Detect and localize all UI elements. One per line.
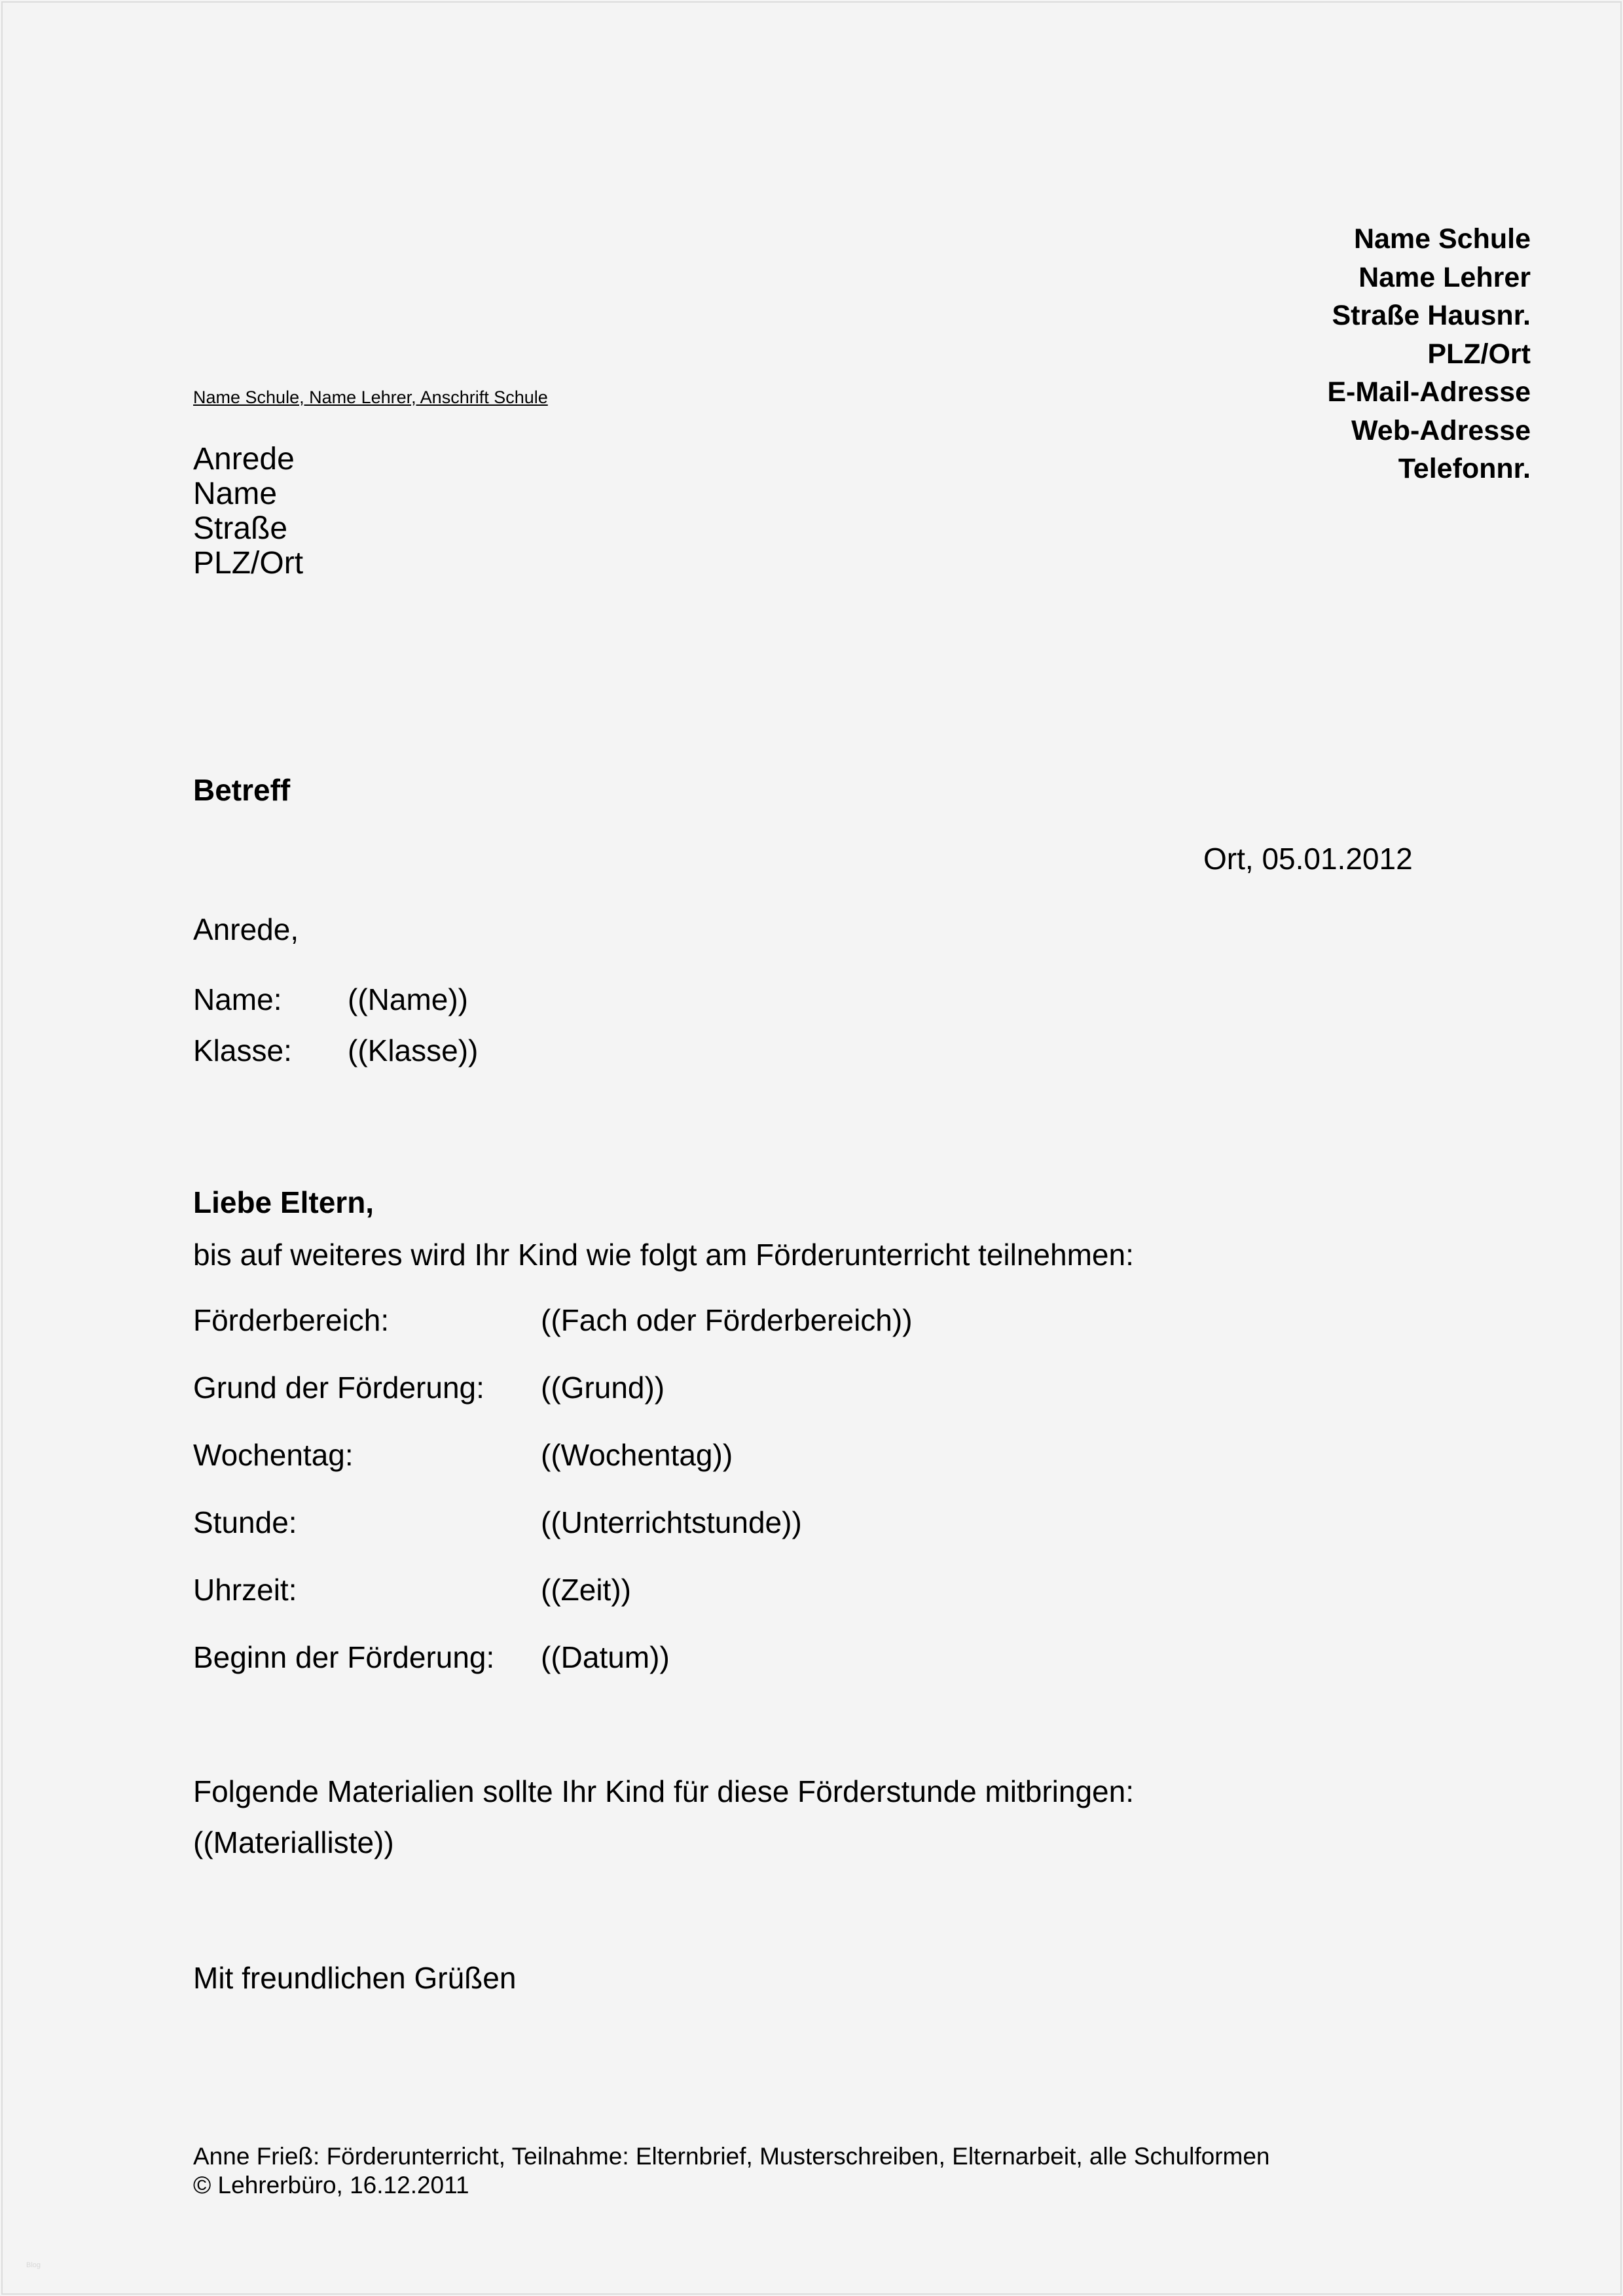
intro-text: bis auf weiteres wird Ihr Kind wie folgt am Förderunterricht teilnehmen: xyxy=(193,1238,1134,1272)
recipient-street: Straße xyxy=(193,511,288,546)
sender-street: Straße Hausnr. xyxy=(1332,300,1531,331)
sender-address-block xyxy=(1327,220,1531,488)
subject-line: Betreff xyxy=(193,773,291,807)
recipient-salutation: Anrede xyxy=(193,442,295,476)
detail-value: ((Datum)) xyxy=(541,1640,670,1674)
detail-value: ((Grund)) xyxy=(541,1371,665,1405)
footer-credits xyxy=(193,2142,1270,2200)
detail-row-reason xyxy=(193,1370,665,1405)
closing-formula: Mit freundlichen Grüßen xyxy=(193,1961,517,1995)
detail-label: Grund der Förderung: xyxy=(193,1371,484,1405)
return-address-line: Name Schule, Name Lehrer, Anschrift Schule xyxy=(193,387,548,407)
student-class-value: ((Klasse)) xyxy=(348,1033,479,1067)
corner-watermark: Blog xyxy=(26,2261,41,2269)
detail-row-start-date xyxy=(193,1640,670,1675)
student-name-label: Name: xyxy=(193,982,282,1016)
footer-source-line: Anne Frieß: Förderunterricht, Teilnahme: Elternbrief, Musterschreiben, Elternarbeit, alle Schulformen xyxy=(193,2143,1270,2170)
detail-label: Förderbereich: xyxy=(193,1303,390,1337)
detail-value: ((Fach oder Förderbereich)) xyxy=(541,1303,913,1337)
detail-row-subject-area xyxy=(193,1302,913,1338)
detail-value: ((Zeit)) xyxy=(541,1573,631,1607)
sender-postal-city: PLZ/Ort xyxy=(1427,338,1531,370)
materials-intro: Folgende Materialien sollte Ihr Kind für diese Förderstunde mitbringen: xyxy=(193,1774,1134,1808)
footer-copyright-line: © Lehrerbüro, 16.12.2011 xyxy=(193,2172,469,2198)
salutation: Anrede, xyxy=(193,912,299,946)
recipient-name: Name xyxy=(193,476,278,511)
sender-teacher-name: Name Lehrer xyxy=(1359,261,1531,293)
sender-email: E-Mail-Adresse xyxy=(1327,376,1531,408)
detail-value: ((Wochentag)) xyxy=(541,1438,733,1472)
detail-row-weekday xyxy=(193,1437,733,1473)
detail-label: Wochentag: xyxy=(193,1438,354,1472)
student-class-row xyxy=(193,1033,478,1068)
parents-greeting: Liebe Eltern, xyxy=(193,1185,374,1219)
student-class-label: Klasse: xyxy=(193,1033,292,1067)
sender-school-name: Name Schule xyxy=(1353,223,1531,255)
detail-row-time xyxy=(193,1572,631,1607)
detail-label: Uhrzeit: xyxy=(193,1573,297,1607)
student-name-value: ((Name)) xyxy=(348,982,468,1016)
detail-value: ((Unterrichtstunde)) xyxy=(541,1505,802,1539)
place-date: Ort, 05.01.2012 xyxy=(1203,842,1413,876)
sender-website: Web-Adresse xyxy=(1351,414,1531,446)
detail-label: Stunde: xyxy=(193,1505,297,1539)
detail-row-lesson xyxy=(193,1505,802,1540)
detail-label: Beginn der Förderung: xyxy=(193,1640,495,1674)
recipient-postal-city: PLZ/Ort xyxy=(193,546,304,581)
recipient-address-block xyxy=(193,442,303,581)
student-name-row xyxy=(193,982,468,1017)
sender-phone: Telefonnr. xyxy=(1398,453,1531,484)
materials-list: ((Materialliste)) xyxy=(193,1825,394,1859)
